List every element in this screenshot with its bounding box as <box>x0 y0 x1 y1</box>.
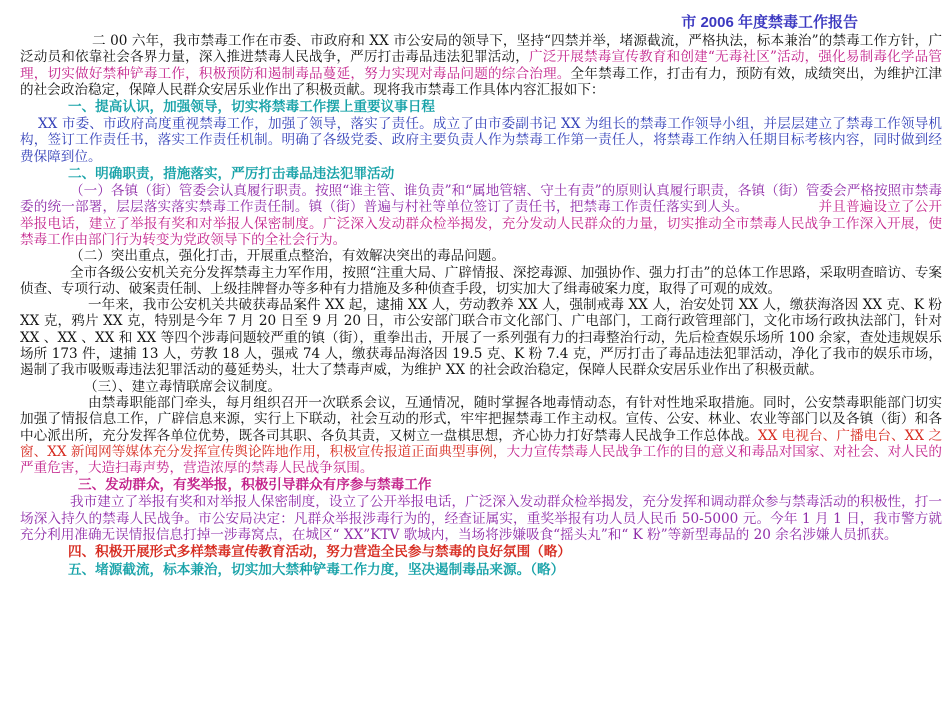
section-2-subsection-1-report: 并且普遍设立了公开举报电话，建立了举报有奖和对举报人保密制度。广泛深入发动群众检举揭发，充分发动人民群众的力量，切实推动全市禁毒人民战争工作深入开展，使禁毒工作由部门行为转变为党政领导下的全社会行为。 <box>20 199 943 248</box>
section-2-paragraph-meeting <box>20 395 942 476</box>
section-2-subsection-1-text: （一）各镇（街）管委会认真履行职责。按照“谁主管、谁负责”和“属地管辖、守土有责”的原则认真履行职责，各镇（街）管委会严格按照市禁毒委的统一部署，层层落实落实禁毒工作责任制。镇（街）普遍与村社等单位签订了责任书，把禁毒工作责任落实到人头。 <box>20 183 942 216</box>
campaign-text: 大力宣传禁毒人民战争工作的目的意义和毒品对国家、对社会、对人民的严重危害，大造扫毒声势，营造浓厚的禁毒人民战争氛围。 <box>20 443 942 477</box>
section-1-heading: 一、提高认识，加强领导，切实将禁毒工作摆上重要议事日程 <box>68 99 436 115</box>
intro-paragraph <box>20 33 942 98</box>
meeting-text: 由禁毒职能部门牵头，每月组织召开一次联系会议，互通情况，随时掌握各地毒情动态，有针对性地采取措施。同时，公安禁毒职能部门切实加强了情报信息工作，广辟信息来源，实行上下联动，社会互动的形式，牢牢把握禁毒工作主动权。宣传、公安、林业、农业等部门以及各镇（街）和各中心派出所，充分发挥各单位优势，既各司其职、各负其责，又树立一盘棋思想，齐心协力打好禁毒人民战争工作总体战。 <box>20 394 942 444</box>
section-2-subsection-3-title: （三）、建立毒情联席会议制度。 <box>84 378 282 395</box>
section-2-paragraph-police: 全市各级公安机关充分发挥禁毒主力军作用，按照“注重大局、广辟情报、深挖毒源、加强协作、强力打击”的总体工作思路，采取明查暗访、专案侦查、专项行动、破案责任制、上级挂牌督办等多种有力措施及多种侦查手段，切实加大了缉毒破案力度，取得了可观的成效。 <box>20 264 942 297</box>
intro-text-2: 广泛开展禁毒宣传教育和创建“无毒社区”活动，强化易制毒化学品管理，切实做好禁种铲毒工作，积极预防和遏制毒品蔓延，努力实现对毒品问题的综合治理。 <box>20 49 942 82</box>
media-text: XX 电视台、广播电台、XX 之窗、XX 新闻网等媒体充分发挥宣传舆论阵地作用，积极宣传报道正面典型事例， <box>20 427 942 460</box>
section-2-paragraph-results: 一年来，我市公安机关共破获毒品案件 XX 起，逮捕 XX 人，劳动教养 XX 人，强制戒毒 XX 人，治安处罚 XX 人，缴获海洛因 XX 克、K 粉 XX 克，鸦片 XX 克，特别是今年 7 月 20 日至 9 月 20 日，市公安部门联合市文化部门、广电部门，工商行政管理部门，文化市场行政执法部门，针对 XX 、XX 、XX 和 XX 等四个涉毒问题较严重的镇（街），重拳出击，开展了一系列强有力的扫毒整治行动，先后检查娱乐场所 100 余家，查处违规娱乐场所 173 件，逮捕 13 人，劳教 18 人，强戒 74 人，缴获毒品海洛因 19.5 克、K 粉 7.4 克，严厉打击了毒品违法犯罪活动，净化了我市的娱乐市场，遏制了我市吸贩毒违法犯罪活动的蔓延势头，壮大了禁毒声威，为维护 XX 的社会政治稳定，保障人民群众安居乐业作出了积极贡献。 <box>20 297 942 379</box>
section-3-paragraph: 我市建立了举报有奖和对举报人保密制度，设立了公开举报电话，广泛深入发动群众检举揭发，充分发挥和调动群众参与禁毒活动的积极性，打一场深入持久的禁毒人民战争。市公安局决定：凡群众举报涉毒行为的，经查证属实，重奖举报有功人员人民币 50-5000 元。今年 1 月 1 日，我市警方就充分利用准确无误情报信息打掉一涉毒窝点，在城区“ XX”KTV 歌城内，当场将涉嫌吸食“摇头丸”和“ K 粉”等新型毒品的 20 余名涉嫌人员抓获。 <box>20 494 942 544</box>
section-2-heading: 二、明确职责，措施落实，严厉打击毒品违法犯罪活动 <box>68 166 395 182</box>
intro-text-1: 二 00 六年，我市禁毒工作在市委、市政府和 XX 市公安局的领导下，坚持“四禁并举，堵源截流，严格执法，标本兼治”的禁毒工作方针，广泛动员和依靠社会各界力量，深入推进禁毒人民战争，严厉打击毒品违法犯罪活动， <box>20 33 942 66</box>
section-2-subsection-1 <box>20 183 942 248</box>
section-5-heading: 五、堵源截流，标本兼治，切实加大禁种铲毒工作力度，坚决遏制毒品来源。（略） <box>68 562 565 578</box>
section-2-subsection-2-title: （二）突出重点，强化打击，开展重点整治，有效解决突出的毒品问题。 <box>70 248 505 265</box>
section-1-paragraph: XX 市委、市政府高度重视禁毒工作，加强了领导，落实了责任。成立了由市委副书记 XX 为组长的禁毒工作领导小组，并层层建立了禁毒工作领导机构，签订工作责任书，落实工作责任机制。明确了各级党委、政府主要负责人作为禁毒工作第一责任人，将禁毒工作纳入任期目标考核内容，同时做到经费保障到位。 <box>20 116 942 165</box>
document-title: 市 2006 年度禁毒工作报告 <box>681 14 858 31</box>
section-4-heading: 四、积极开展形式多样禁毒宣传教育活动，努力营造全民参与禁毒的良好氛围（略） <box>68 544 571 560</box>
intro-text-3: 全年禁毒工作，打击有力，预防有效，成绩突出，为维护江津的社会政治稳定，保障人民群众安居乐业作出了积极贡献。现将我市禁毒工作具体内容汇报如下： <box>20 65 942 98</box>
section-3-heading: 三、发动群众，有奖举报，积极引导群众有序参与禁毒工作 <box>78 477 432 493</box>
